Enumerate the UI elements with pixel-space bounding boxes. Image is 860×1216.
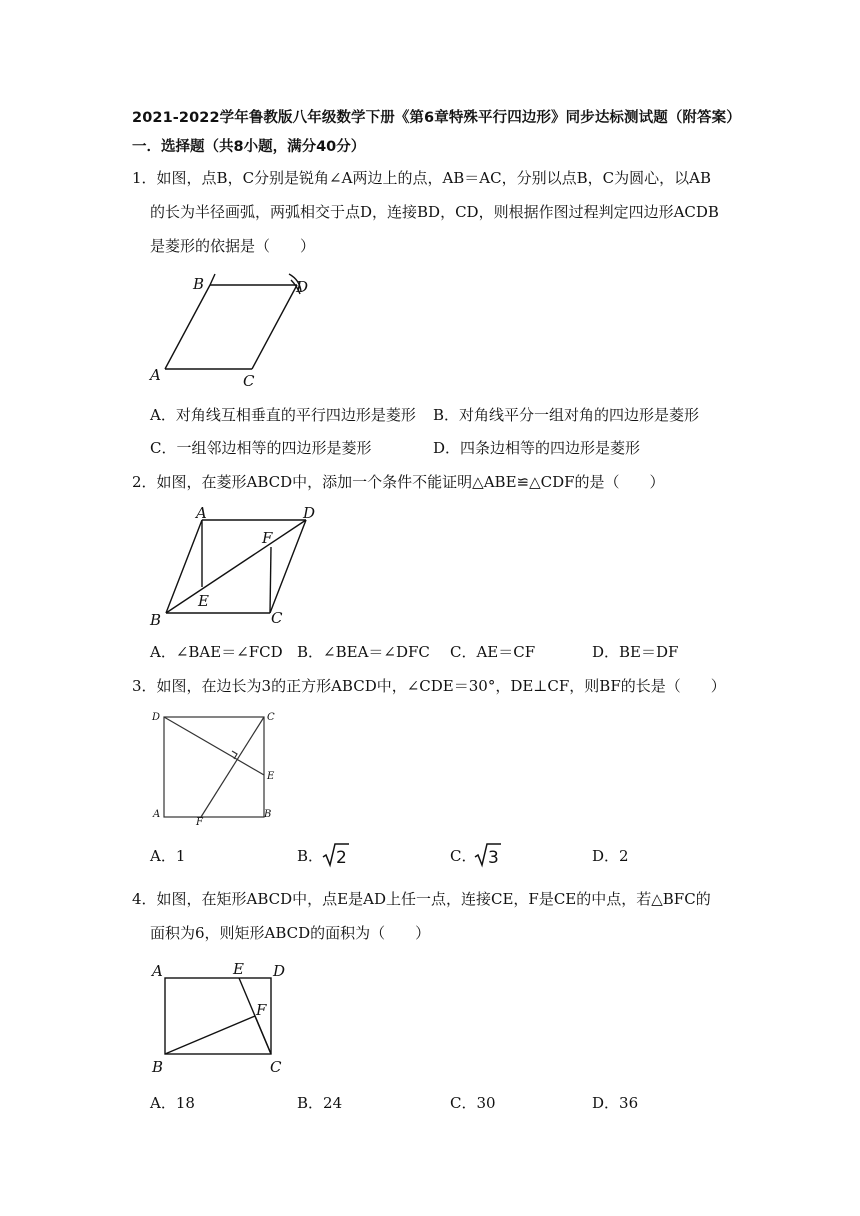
right-angle-mark: [232, 751, 237, 759]
question-4-line-1: 4．如图，在矩形ABCD中，点E是AD上任一点，连接CE，F是CE的中点，若△BFC的: [132, 890, 711, 908]
segment-fc: [255, 1016, 271, 1054]
sqrt-3-symbol: [474, 842, 502, 868]
question-3-option-a[interactable]: A．1: [150, 847, 186, 865]
segment-cf: [270, 547, 271, 613]
question-1-line-2: 的长为半径画弧，两弧相交于点D，连接BD，CD，则根据作图过程判定四边形ACDB: [150, 203, 719, 221]
question-2-option-b[interactable]: B．∠BEA＝∠DFC: [297, 643, 430, 661]
edge-cd: [270, 520, 306, 613]
label-e: E: [233, 960, 244, 978]
label-c: C: [271, 609, 283, 627]
question-3-option-b-label: B．: [297, 847, 324, 865]
label-e: E: [198, 592, 209, 610]
edge-ab-extension: [210, 274, 215, 285]
question-2-option-a[interactable]: A．∠BAE＝∠FCD: [150, 643, 283, 661]
sqrt-3-radicand: 3: [488, 848, 499, 868]
label-f: F: [256, 1001, 267, 1019]
label-b: B: [264, 809, 272, 820]
label-d: D: [152, 712, 161, 723]
question-1-line-1: 1．如图，点B，C分别是锐角∠A两边上的点，AB＝AC，分别以点B，C为圆心，以AB: [132, 169, 711, 187]
page-title: 2021-2022学年鲁教版八年级数学下册《第6章特殊平行四边形》同步达标测试题（附答案）: [132, 110, 741, 126]
question-1-option-d[interactable]: D．四条边相等的四边形是菱形: [433, 439, 641, 457]
question-3-line-1: 3．如图，在边长为3的正方形ABCD中，∠CDE＝30°，DE⊥CF，则BF的长是（ ）: [132, 677, 726, 695]
question-4-option-a[interactable]: A．18: [150, 1094, 195, 1112]
question-1-option-b[interactable]: B．对角线平分一组对角的四边形是菱形: [433, 406, 700, 424]
question-3-option-c[interactable]: [450, 846, 476, 866]
label-d: D: [296, 278, 309, 296]
label-c: C: [267, 712, 275, 723]
question-2-line-1: 2．如图，在菱形ABCD中，添加一个条件不能证明△ABE≌△CDF的是（ ）: [132, 473, 665, 491]
label-b: B: [150, 611, 162, 629]
label-f: F: [262, 529, 273, 547]
section-heading: 一．选择题（共8小题，满分40分）: [132, 139, 366, 155]
label-d: D: [303, 504, 316, 522]
question-3-figure: [146, 706, 286, 828]
label-a: A: [152, 962, 163, 980]
question-2-figure: [140, 500, 330, 630]
label-c: C: [243, 372, 255, 390]
square-abcd: [164, 717, 264, 817]
edge-cd: [252, 285, 297, 369]
label-b: B: [193, 275, 205, 293]
segment-de: [164, 717, 264, 775]
label-b: B: [152, 1058, 164, 1076]
question-2-option-d[interactable]: D．BE＝DF: [592, 643, 679, 661]
question-3-option-d[interactable]: D．2: [592, 847, 629, 865]
edge-ab: [165, 285, 210, 369]
question-2-option-c[interactable]: C．AE＝CF: [450, 643, 536, 661]
label-e: E: [267, 771, 275, 782]
question-4-option-b[interactable]: B．24: [297, 1094, 343, 1112]
label-d: D: [273, 962, 286, 980]
edge-ab: [166, 520, 202, 613]
question-4-figure: [140, 956, 310, 1078]
diagonal-bd: [166, 520, 306, 613]
segment-cf: [201, 717, 264, 817]
label-a: A: [153, 809, 161, 820]
question-1-option-a[interactable]: A．对角线互相垂直的平行四边形是菱形: [150, 406, 416, 424]
label-a: A: [196, 504, 207, 522]
sqrt-2-radicand: 2: [336, 848, 347, 868]
label-f: F: [196, 817, 203, 828]
question-3-option-b[interactable]: [297, 846, 323, 866]
sqrt-2-symbol: [322, 842, 350, 868]
label-a: A: [150, 366, 161, 384]
question-3-option-c-label: C．: [450, 847, 477, 865]
question-4-option-d[interactable]: D．36: [592, 1094, 639, 1112]
question-4-line-2: 面积为6，则矩形ABCD的面积为（ ）: [150, 924, 431, 942]
question-4-option-c[interactable]: C．30: [450, 1094, 496, 1112]
question-1-line-3: 是菱形的依据是（ ）: [150, 237, 316, 255]
segment-bf: [165, 1016, 255, 1054]
question-1-figure: [140, 268, 320, 393]
question-1-option-c[interactable]: C．一组邻边相等的四边形是菱形: [150, 439, 372, 457]
label-c: C: [270, 1058, 282, 1076]
